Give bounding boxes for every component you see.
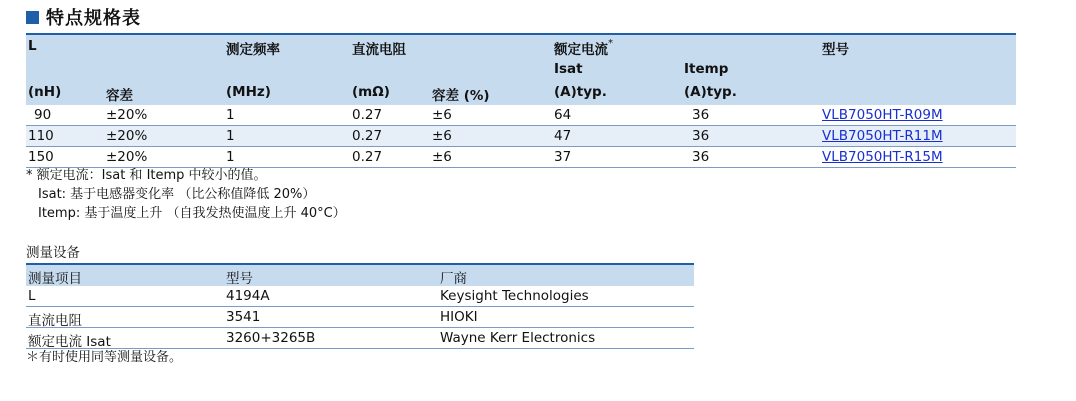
header-rated-star: * — [608, 38, 613, 49]
measurement-note: ＊有时使用同等测量设备。 — [26, 350, 183, 365]
cell-itemp: 36 — [692, 149, 710, 165]
measurement-table-header — [26, 263, 694, 286]
cell-dcr-tolerance: ±6 — [432, 128, 452, 144]
cell-isat: 37 — [554, 149, 572, 165]
measurement-table — [26, 263, 694, 349]
cell-l: 110 — [28, 128, 54, 144]
header-freq: 测定频率 — [226, 42, 280, 58]
cell-tolerance: ±20% — [106, 128, 148, 144]
table-row — [26, 126, 1016, 147]
cell-model: 3541 — [226, 309, 261, 325]
cell-freq: 1 — [226, 149, 235, 165]
header-isat: Isat — [554, 61, 583, 77]
cell-l: 90 — [34, 107, 52, 123]
spec-table — [26, 33, 1016, 168]
cell-itemp: 36 — [692, 107, 710, 123]
cell-dcr: 0.27 — [352, 128, 383, 144]
note-isat: Isat: 基于电感器变化率 （比公称值降低 20%） — [38, 187, 316, 202]
header-rated — [554, 38, 613, 58]
table-row — [26, 307, 694, 328]
header-itemp-unit: (A)typ. — [684, 84, 737, 100]
header-model: 型号 — [226, 271, 253, 287]
model-link[interactable]: VLB7050HT-R15M — [822, 149, 943, 165]
cell-tolerance: ±20% — [106, 107, 148, 123]
header-model: 型号 — [822, 42, 849, 58]
model-link[interactable]: VLB7050HT-R09M — [822, 107, 943, 123]
table-row — [26, 105, 1016, 126]
cell-dcr: 0.27 — [352, 149, 383, 165]
measurement-title: 测量设备 — [26, 245, 80, 261]
header-tolerance: 容差 — [106, 88, 133, 104]
header-dcr: 直流电阻 — [352, 42, 406, 58]
cell-itemp: 36 — [692, 128, 710, 144]
cell-freq: 1 — [226, 107, 235, 123]
header-isat-unit: (A)typ. — [554, 84, 607, 100]
header-item: 测量项目 — [28, 271, 82, 287]
header-maker: 厂商 — [440, 271, 467, 287]
header-rated-text: 额定电流 — [554, 42, 608, 58]
note-itemp: Itemp: 基于温度上升 （自我发热使温度上升 40°C） — [38, 206, 346, 221]
cell-maker: HIOKI — [440, 309, 478, 325]
header-mhz: (MHz) — [226, 84, 271, 100]
cell-dcr-tolerance: ±6 — [432, 149, 452, 165]
cell-isat: 47 — [554, 128, 572, 144]
cell-freq: 1 — [226, 128, 235, 144]
table-row — [26, 147, 1016, 168]
header-itemp: Itemp — [684, 61, 729, 77]
cell-l: 150 — [28, 149, 54, 165]
cell-isat: 64 — [554, 107, 572, 123]
cell-tolerance: ±20% — [106, 149, 148, 165]
cell-dcr: 0.27 — [352, 107, 383, 123]
model-link[interactable]: VLB7050HT-R11M — [822, 128, 943, 144]
cell-maker: Wayne Kerr Electronics — [440, 330, 596, 346]
cell-item: 直流电阻 — [28, 313, 82, 329]
spec-table-header — [26, 33, 1016, 105]
title-square-icon — [26, 11, 39, 24]
header-mohm: (mΩ) — [352, 84, 390, 100]
cell-model: 4194A — [226, 288, 270, 304]
table-row — [26, 286, 694, 307]
section-title — [26, 4, 141, 30]
cell-item: 额定电流 Isat — [28, 334, 111, 350]
header-nh: (nH) — [28, 84, 62, 100]
note-rated: * 额定电流：Isat 和 Itemp 中较小的值。 — [26, 168, 267, 183]
cell-model: 3260+3265B — [226, 330, 316, 346]
cell-dcr-tolerance: ±6 — [432, 107, 452, 123]
cell-item: L — [28, 288, 36, 304]
section-title-text: 特点规格表 — [46, 8, 141, 29]
cell-maker: Keysight Technologies — [440, 288, 589, 304]
header-l: L — [28, 38, 37, 54]
header-dcr-tolerance: 容差 (%) — [432, 88, 490, 104]
spec-notes — [26, 166, 346, 223]
